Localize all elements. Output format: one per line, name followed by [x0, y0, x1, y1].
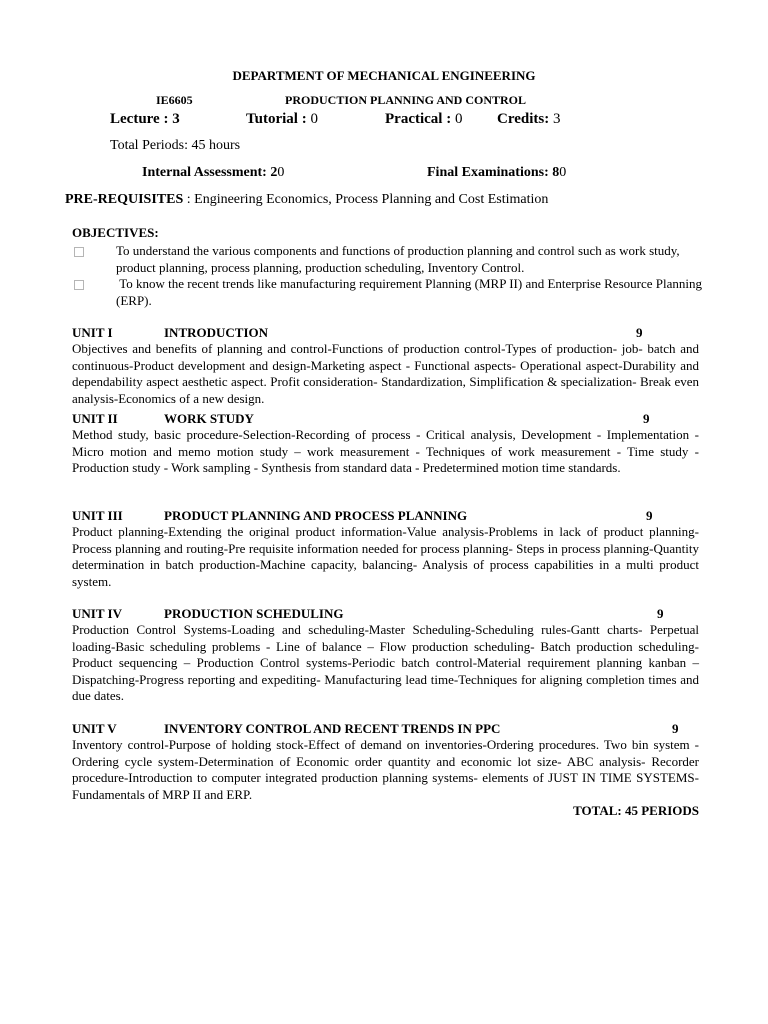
total-periods: Total Periods: 45 hours — [110, 138, 241, 153]
objective-text: To understand the various components and functions of production planning and control such as work study, product planning, process planning, production scheduling, Inventory Control. — [116, 243, 680, 275]
unit-number: UNIT I — [72, 325, 113, 340]
unit-number: UNIT II — [72, 411, 118, 426]
practical-value: 0 — [454, 111, 463, 127]
unit-hours: 9 — [646, 508, 653, 523]
unit-number: UNIT IV — [72, 606, 122, 621]
internal-assessment — [142, 165, 284, 181]
course-code: IE6605 — [156, 93, 193, 107]
bullet-box-icon — [74, 280, 84, 290]
practical-label: Practical : — [385, 111, 452, 127]
objective-text: To know the recent trends like manufacturing requirement Planning (MRP II) and Enterprise Resource Planning (ERP). — [116, 276, 706, 308]
unit-hours: 9 — [643, 411, 650, 426]
unit-hours: 9 — [672, 721, 679, 736]
unit-title: PRODUCTION SCHEDULING — [164, 606, 344, 621]
prerequisites-label: PRE-REQUISITES — [65, 192, 184, 207]
unit-description: Production Control Systems-Loading and scheduling-Master Scheduling-Scheduling rules-Gantt charts- Perpetual loading-Basic scheduling problems - Line of balance – Flow production scheduling- Batch production scheduling-Product sequencing – Production Control systems-Periodic batch control-Material requirement planning kanban – Dispatching-Progress reporting and expediting- Manufacturing lead time-Techniques for aligning completion times and due dates. — [72, 622, 699, 703]
prerequisites-text: : Engineering Economics, Process Planning and Cost Estimation — [183, 192, 549, 207]
unit-description: Objectives and benefits of planning and control-Functions of production control-Types of production- job- batch and continuous-Product development and design-Marketing aspect - Functional aspects- Operational aspect-Durability and dependability aspect aesthetic aspect. Profit consideration- Standardization, Simplification & specialization- Break even analysis-Economics of a new design. — [72, 341, 699, 406]
unit-title: INVENTORY CONTROL AND RECENT TRENDS IN PPC — [164, 721, 501, 736]
total-periods-footer: TOTAL: 45 PERIODS — [573, 803, 699, 818]
unit-heading — [72, 325, 700, 342]
unit-heading — [72, 508, 700, 525]
internal-assessment-label: Internal Assessment: 2 — [142, 165, 278, 180]
unit-title: INTRODUCTION — [164, 325, 269, 340]
unit-title: PRODUCT PLANNING AND PROCESS PLANNING — [164, 508, 468, 523]
objectives-heading: OBJECTIVES: — [72, 225, 159, 240]
unit-hours: 9 — [636, 325, 643, 340]
unit-title: WORK STUDY — [164, 411, 254, 426]
tutorial-label: Tutorial : — [246, 111, 307, 127]
unit-description: Inventory control-Purpose of holding stock-Effect of demand on inventories-Ordering procedures. Two bin system -Ordering cycle system-Determination of Economic order quantity and economic lot size- ABC analysis- Recorder procedure-Introduction to computer integrated production planning systems- elements of JUST IN TIME SYSTEMS-Fundamentals of MRP II and ERP. — [72, 737, 699, 802]
credits-info — [497, 111, 560, 128]
unit-heading — [72, 411, 700, 428]
unit-number: UNIT III — [72, 508, 123, 523]
unit-description: Method study, basic procedure-Selection-Recording of process - Critical analysis, Development - Implementation - Micro motion and memo motion study – work measurement - Techniques of work measurement - Time study - Production study - Work sampling - Synthesis from standard data - Predetermined motion time standards. — [72, 427, 699, 475]
unit-heading — [72, 721, 700, 738]
final-examinations — [427, 165, 566, 181]
course-title: PRODUCTION PLANNING AND CONTROL — [285, 93, 527, 107]
final-examinations-label: Final Examinations: 8 — [427, 165, 560, 180]
unit-hours: 9 — [657, 606, 664, 621]
bullet-box-icon — [74, 247, 84, 257]
prerequisites — [65, 192, 548, 208]
final-examinations-tail: 0 — [559, 165, 567, 180]
objective-item — [72, 243, 702, 276]
internal-assessment-tail: 0 — [277, 165, 285, 180]
unit-number: UNIT V — [72, 721, 117, 736]
objective-item — [72, 276, 706, 309]
lecture-info: Lecture : 3 — [110, 111, 180, 127]
credits-value: 3 — [552, 111, 561, 127]
tutorial-info — [246, 111, 318, 128]
credits-label: Credits: — [497, 111, 550, 127]
department-heading: DEPARTMENT OF MECHANICAL ENGINEERING — [232, 68, 536, 83]
unit-heading — [72, 606, 700, 623]
tutorial-value: 0 — [310, 111, 318, 127]
practical-info — [385, 111, 462, 128]
unit-description: Product planning-Extending the original product information-Value analysis-Problems in lack of product planning-Process planning and routing-Pre requisite information needed for process planning- Steps in process planning-Quantity determination in batch production-Machine capacity, balancing- Analysis of process capabilities in a multi product system. — [72, 524, 699, 589]
